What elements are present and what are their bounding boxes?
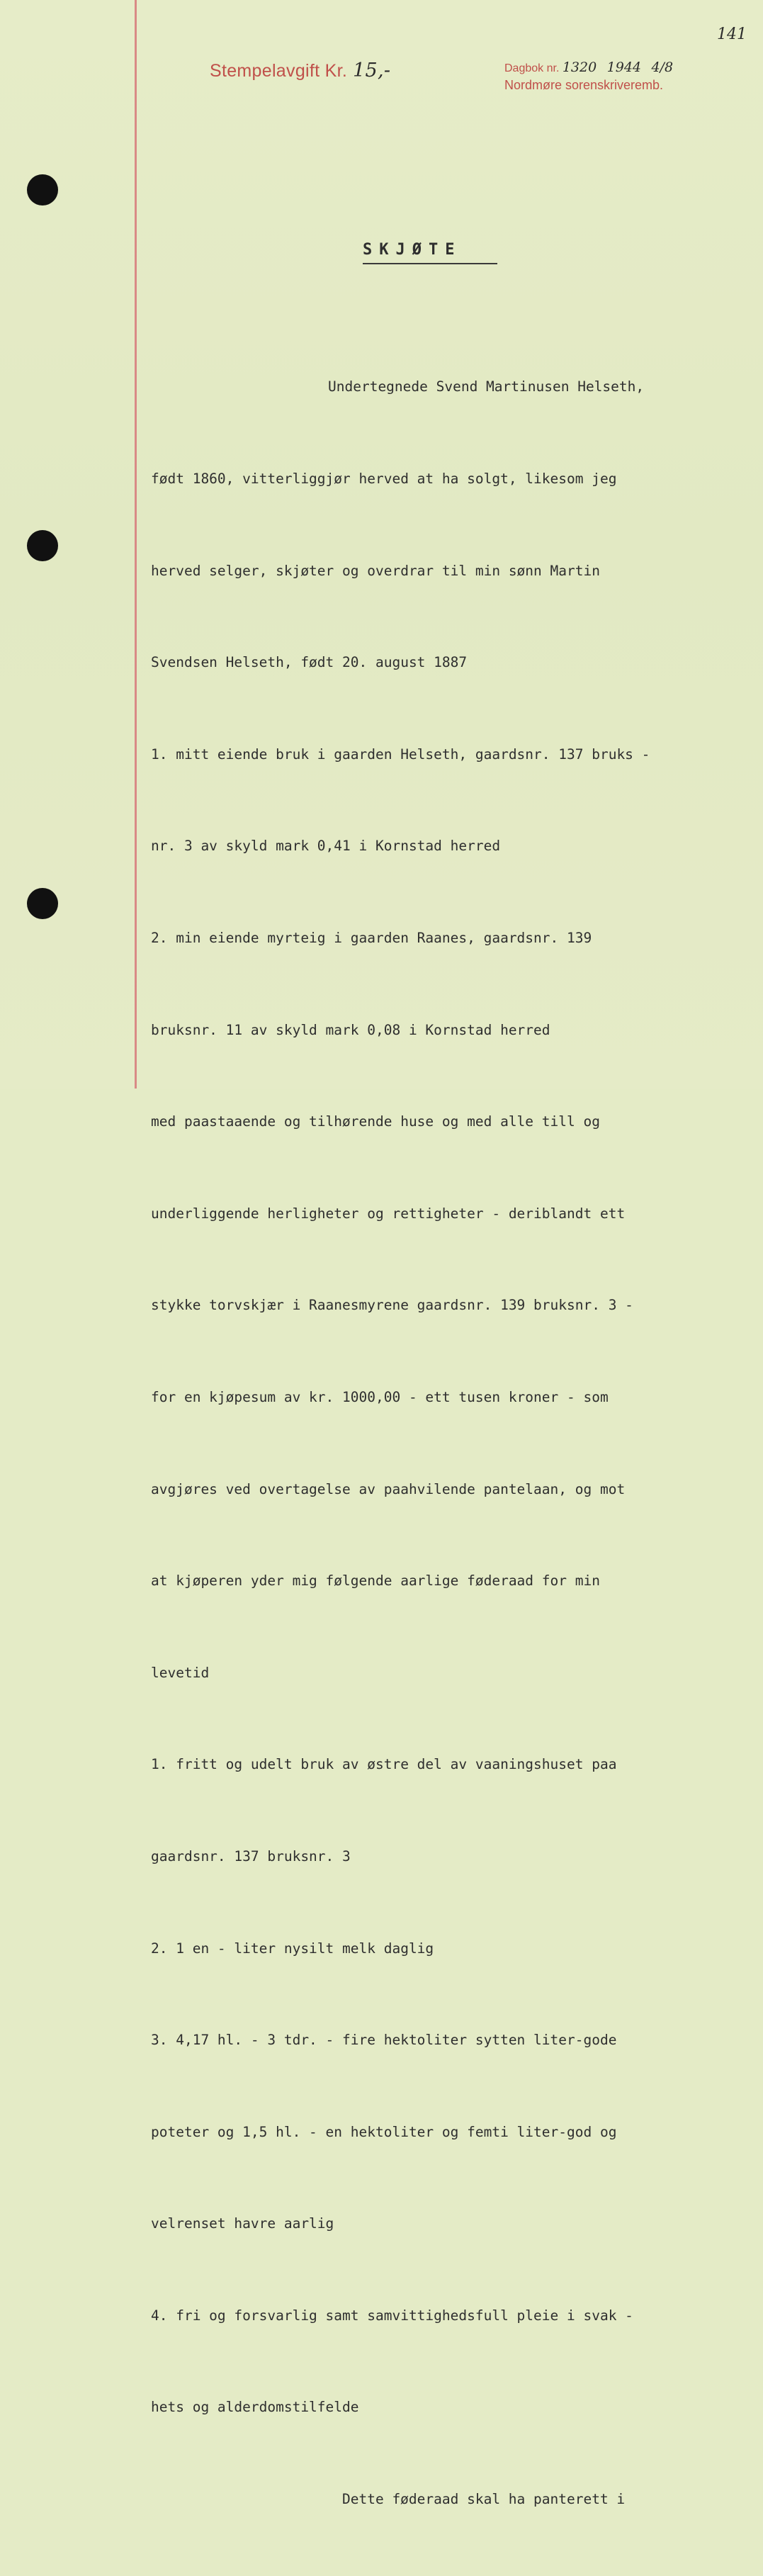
text-line: herved selger, skjøter og overdrar til min sønn Martin — [151, 562, 600, 579]
text-line: gaardsnr. 137 bruksnr. 3 — [151, 1847, 351, 1864]
page-number: 141 — [717, 26, 747, 43]
office-name: Nordmøre sorenskriveremb. — [504, 78, 664, 92]
text-line: 4. fri og forsvarlig samt samvittighedsfull pleie i svak - — [151, 2307, 633, 2324]
document-title: SKJØTE — [363, 241, 497, 264]
text-line: underliggende herligheter og rettigheter - deriblandt ett — [151, 1205, 626, 1222]
text-line: nr. 3 av skyld mark 0,41 i Kornstad herred — [151, 838, 501, 855]
text-line: velrenset havre aarlig — [151, 2215, 334, 2232]
text-line: 1. mitt eiende bruk i gaarden Helseth, gaardsnr. 137 bruks - — [151, 746, 650, 763]
text-line: 2. min eiende myrteig i gaarden Raanes, gaardsnr. 139 — [151, 929, 592, 946]
punch-hole — [27, 888, 58, 919]
text-line: bruksnr. 11 av skyld mark 0,08 i Kornstad herred — [151, 1021, 550, 1038]
text-line: Svendsen Helseth, født 20. august 1887 — [151, 654, 468, 671]
journal-year: 1944 — [606, 60, 642, 75]
punch-hole — [27, 530, 58, 561]
text-line: hets og alderdomstilfelde — [151, 2399, 359, 2416]
text-line: avgjøres ved overtagelse av paahvilende pantelaan, og mot — [151, 1480, 626, 1497]
text-line: Undertegnede Svend Martinusen Helseth, — [328, 378, 645, 395]
journal-number: 1320 — [562, 60, 597, 75]
text-line: stykke torvskjær i Raanesmyrene gaardsnr. 139 bruksnr. 3 - — [151, 1297, 633, 1314]
punch-hole — [27, 174, 58, 206]
text-line: født 1860, vitterliggjør herved at ha solgt, likesom jeg — [151, 471, 617, 487]
stamp-duty — [210, 60, 390, 81]
text-line: at kjøperen yder mig følgende aarlige føderaad for min — [151, 1573, 600, 1590]
stamp-duty-value: 15,- — [353, 60, 391, 81]
deed-body — [151, 310, 689, 2576]
text-line: med paastaaende og tilhørende huse og med alle till og — [151, 1113, 600, 1130]
text-line: for en kjøpesum av kr. 1000,00 - ett tusen kroner - som — [151, 1388, 609, 1405]
text-line: levetid — [151, 1664, 210, 1681]
text-line: 2. 1 en - liter nysilt melk daglig — [151, 1940, 434, 1957]
text-line: poteter og 1,5 hl. - en hektoliter og femti liter-god og — [151, 2123, 617, 2140]
text-line: Dette føderaad skal ha panterett i — [342, 2491, 626, 2508]
journal-date: 4/8 — [651, 60, 674, 75]
journal-label: Dagbok nr. — [504, 62, 560, 74]
text-line: 1. fritt og udelt bruk av østre del av vaaningshuset paa — [151, 1756, 617, 1773]
registration-stamp — [504, 60, 673, 93]
text-line: 3. 4,17 hl. - 3 tdr. - fire hektoliter sytten liter-gode — [151, 2032, 617, 2049]
stamp-duty-label: Stempelavgift Kr. — [210, 61, 348, 81]
margin-line — [135, 0, 137, 1089]
